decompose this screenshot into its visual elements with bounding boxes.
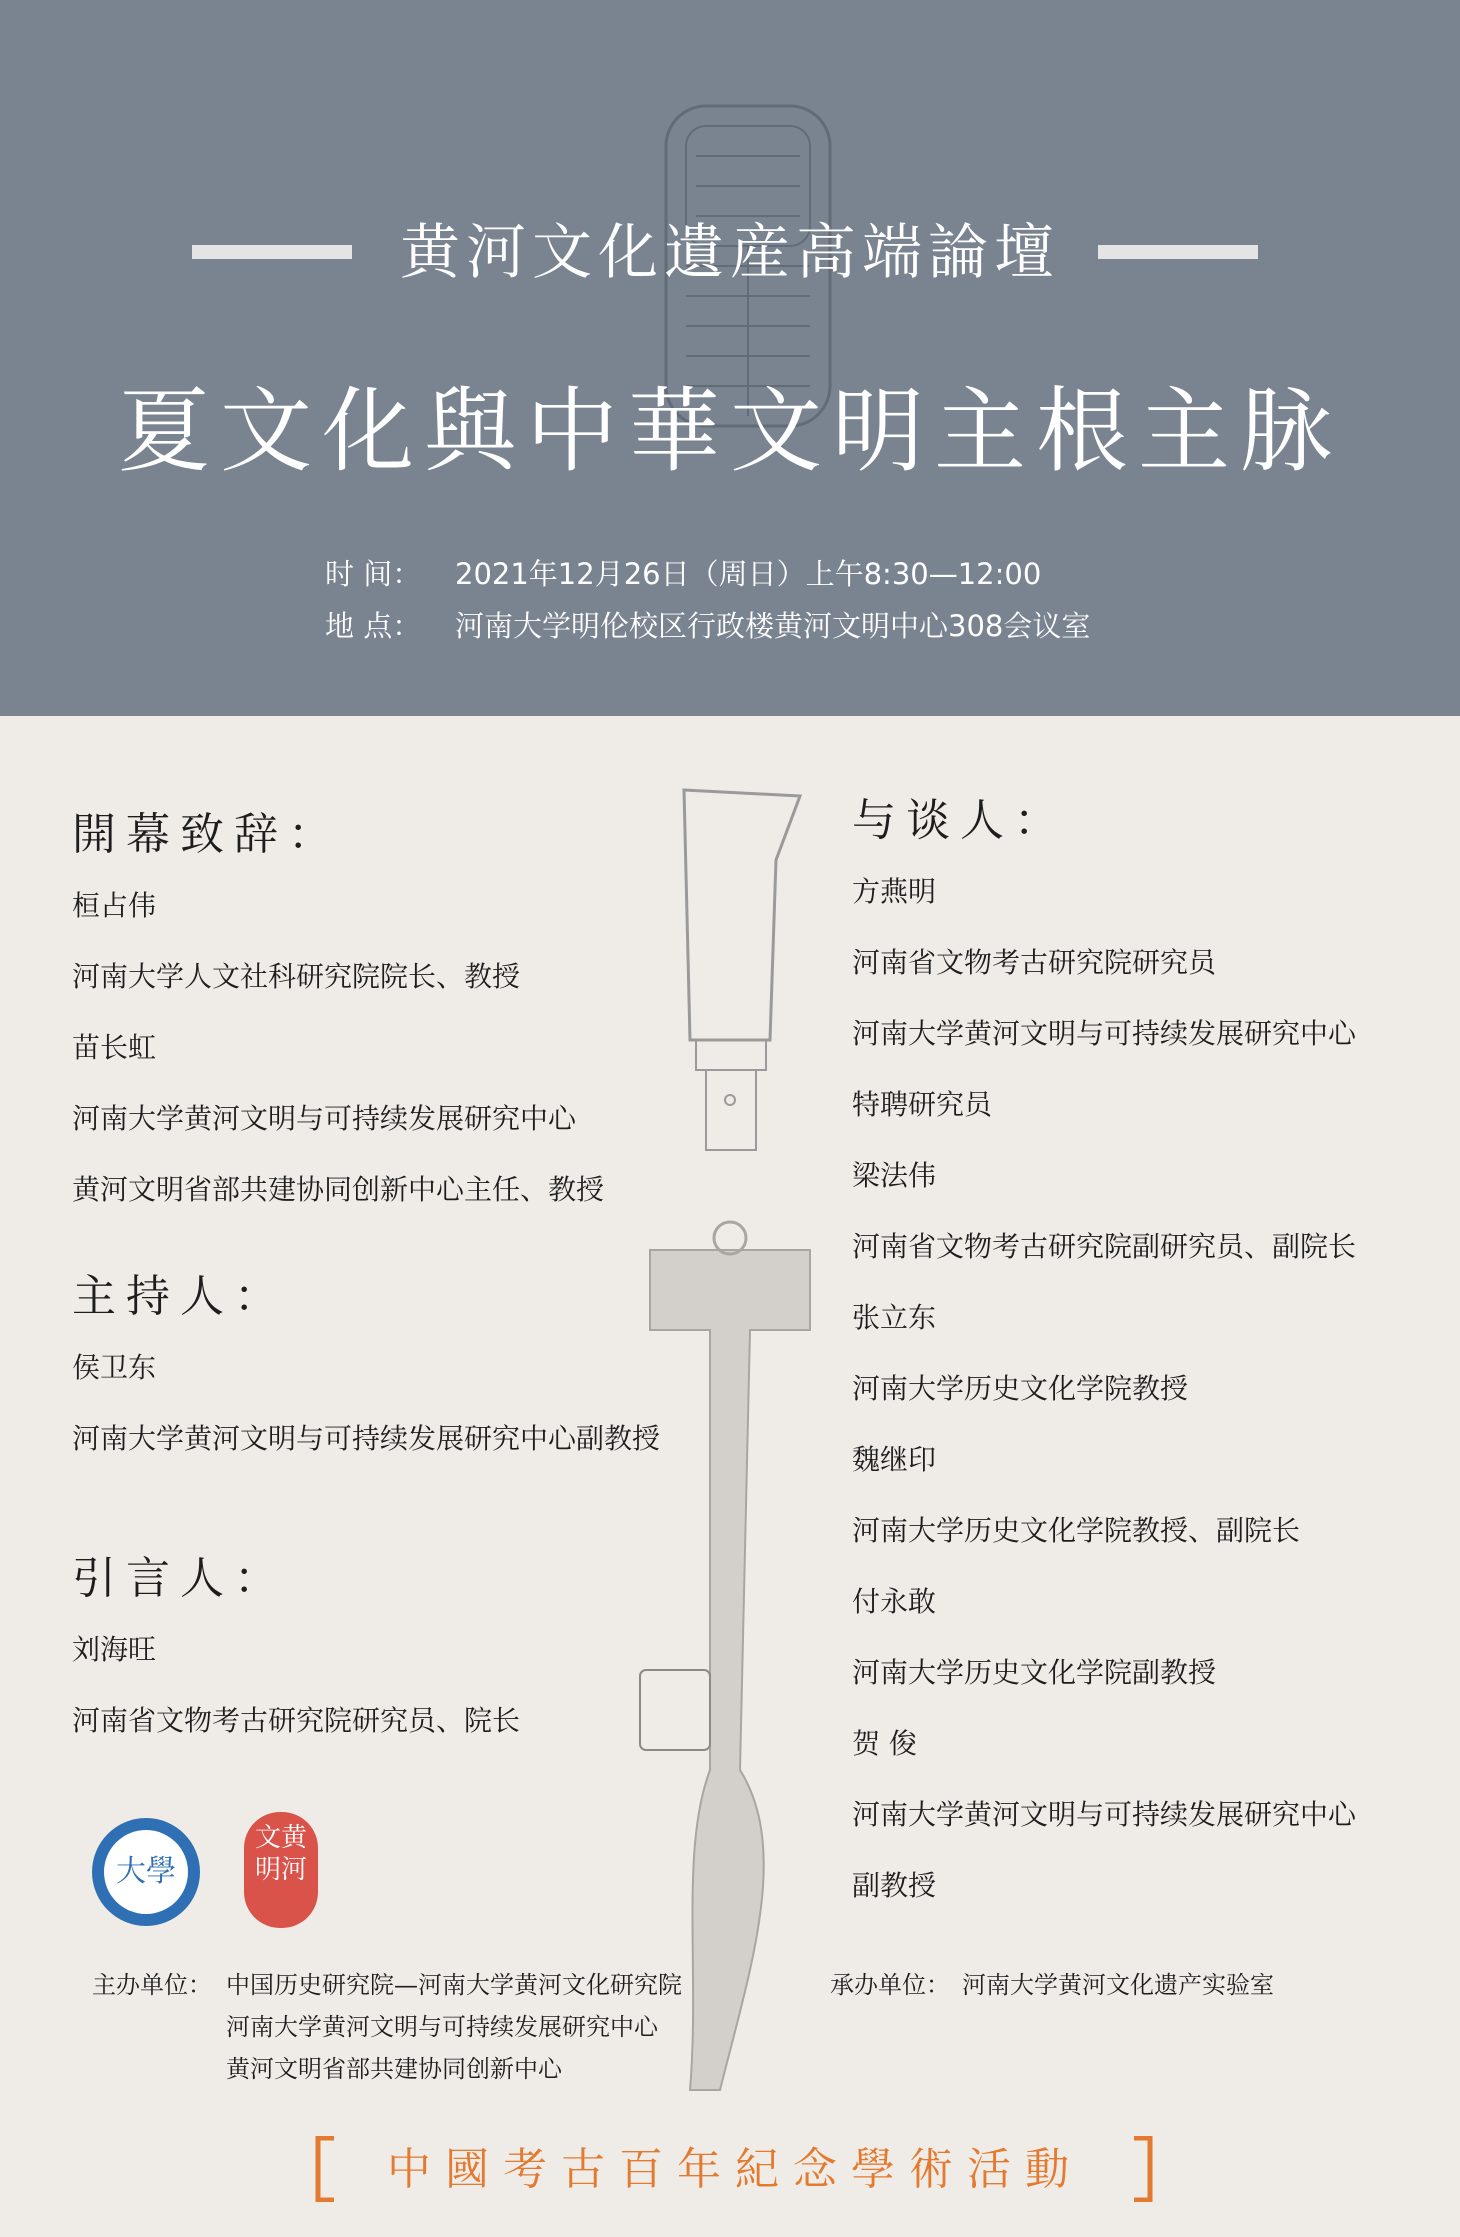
speaker-section bbox=[72, 1544, 712, 1756]
opening-line: 苗长虹 bbox=[72, 1031, 157, 1064]
discussant-line: 方燕明 bbox=[852, 875, 937, 908]
speaker-line: 河南省文物考古研究院研究员、院长 bbox=[72, 1704, 521, 1737]
discussant-line: 付永敢 bbox=[852, 1585, 937, 1618]
discussant-line: 河南大学黄河文明与可持续发展研究中心 bbox=[852, 1017, 1357, 1050]
place-value: 河南大学明伦校区行政楼黄河文明中心308会议室 bbox=[455, 609, 1091, 643]
discussant-line: 特聘研究员 bbox=[852, 1088, 993, 1121]
discussant-line: 张立东 bbox=[852, 1301, 937, 1334]
opening-line: 河南大学人文社科研究院院长、教授 bbox=[72, 960, 521, 993]
discussant-line: 河南省文物考古研究院副研究员、副院长 bbox=[852, 1230, 1357, 1263]
host-heading: 主持人： bbox=[72, 1271, 288, 1322]
discussant-line: 河南大学历史文化学院副教授 bbox=[852, 1656, 1217, 1689]
host-org-item: 河南大学黄河文明与可持续发展研究中心 bbox=[226, 2013, 658, 2041]
discussant-line: 河南省文物考古研究院研究员 bbox=[852, 946, 1217, 979]
host-org-list bbox=[226, 1964, 682, 2090]
opening-section bbox=[72, 800, 712, 1225]
yellow-river-seal-logo bbox=[244, 1812, 318, 1928]
discussants-section bbox=[852, 786, 1432, 1921]
host-org-label: 主办单位： bbox=[92, 1971, 212, 1999]
host-section bbox=[72, 1262, 712, 1474]
undertaker-label: 承办单位： bbox=[830, 1971, 950, 1999]
main-title: 夏文化與中華文明主根主脉 bbox=[117, 378, 1342, 485]
discussant-line: 梁法伟 bbox=[852, 1159, 937, 1192]
discussant-line: 河南大学历史文化学院教授、副院长 bbox=[852, 1514, 1301, 1547]
undertaker-org: 河南大学黄河文化遗产实验室 bbox=[962, 1971, 1274, 1999]
host-org-item: 中国历史研究院—河南大学黄河文化研究院 bbox=[226, 1971, 682, 1999]
discussant-line: 河南大学黄河文明与可持续发展研究中心 bbox=[852, 1798, 1357, 1831]
host-line: 侯卫东 bbox=[72, 1351, 157, 1384]
header-band bbox=[0, 0, 1460, 716]
place-row bbox=[325, 604, 1090, 645]
henan-university-logo-text: 大學 bbox=[104, 1830, 188, 1914]
discussant-line: 魏继印 bbox=[852, 1443, 937, 1476]
time-label: 时 间： bbox=[325, 557, 422, 591]
discussant-line: 副教授 bbox=[852, 1869, 937, 1902]
forum-title: 黄河文化遺産高端論壇 bbox=[400, 218, 1060, 288]
speaker-heading: 引言人： bbox=[72, 1553, 288, 1604]
seal-text: 文黄明河 bbox=[254, 1823, 307, 1885]
discussant-line: 河南大学历史文化学院教授 bbox=[852, 1372, 1189, 1405]
opening-line: 黄河文明省部共建协同创新中心主任、教授 bbox=[72, 1173, 605, 1206]
discussant-line: 贺 俊 bbox=[852, 1727, 917, 1760]
time-row bbox=[325, 552, 1041, 593]
opening-line: 桓占伟 bbox=[72, 889, 157, 922]
opening-heading: 開幕致辞： bbox=[72, 809, 342, 860]
discussants-heading: 与谈人： bbox=[852, 795, 1068, 846]
henan-university-logo bbox=[92, 1818, 200, 1926]
time-value: 2021年12月26日（周日）上午8:30—12:00 bbox=[455, 557, 1042, 591]
host-line: 河南大学黄河文明与可持续发展研究中心副教授 bbox=[72, 1422, 661, 1455]
opening-line: 河南大学黄河文明与可持续发展研究中心 bbox=[72, 1102, 577, 1135]
commemoration-banner: 中國考古百年紀念學術活動 bbox=[387, 2144, 1083, 2195]
speaker-line: 刘海旺 bbox=[72, 1633, 157, 1666]
place-label: 地 点： bbox=[325, 609, 422, 643]
host-org-item: 黄河文明省部共建协同创新中心 bbox=[226, 2055, 562, 2083]
